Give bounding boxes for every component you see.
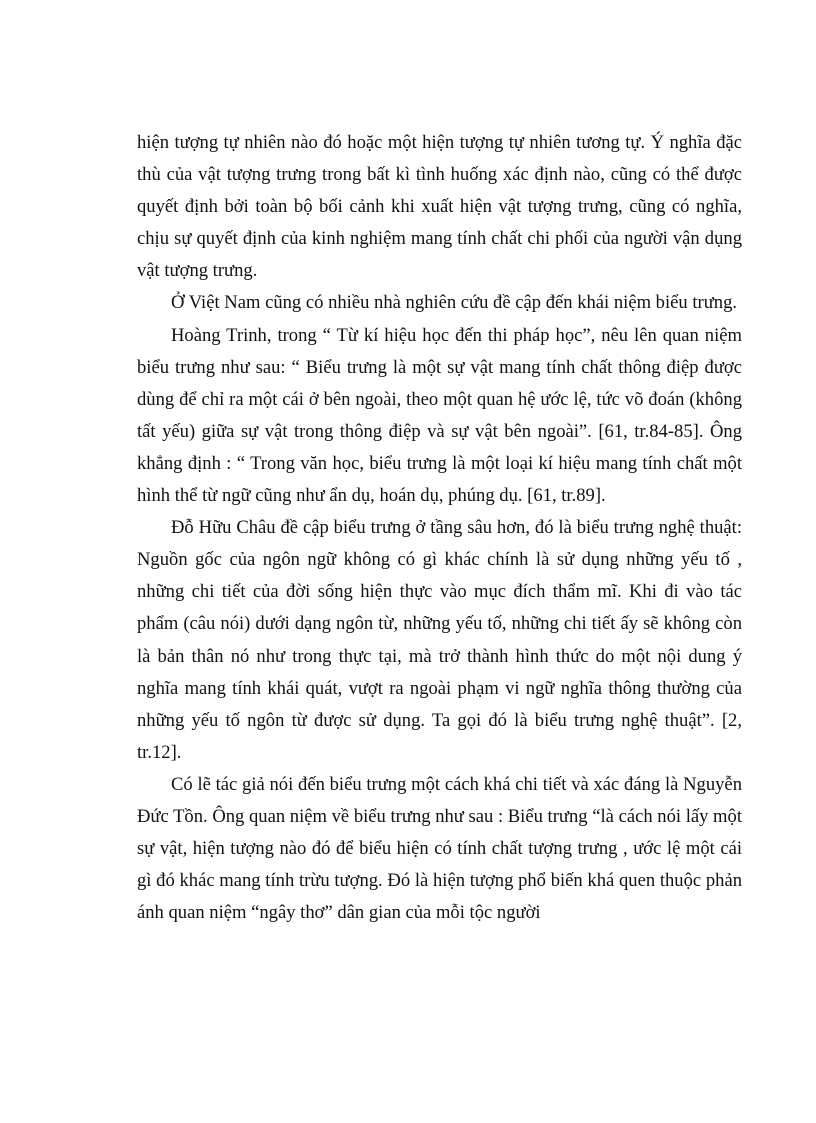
body-text <box>137 127 742 929</box>
paragraph-vietnam-researchers: Ở Việt Nam cũng có nhiều nhà nghiên cứu đề cập đến khái niệm biểu trưng. <box>171 292 738 314</box>
paragraph-hoang-trinh: Hoàng Trinh, trong “ Từ kí hiệu học đến thi pháp học”, nêu lên quan niệm biểu trưng như sau: “ Biểu trưng là một sự vật mang tính chất thông điệp được dùng để chỉ ra một cái ở bên ngoài, theo một quan hệ ước lệ, tức võ đoán (không tất yếu) giữa sự vật trong thông điệp và sự vật bên ngoài”. [61, tr.84-85]. Ông khẳng định : “ Trong văn học, biểu trưng là một loại kí hiệu mang tính chất một hình thể từ ngữ cũng như ẩn dụ, hoán dụ, phúng dụ. [61, tr.89]. <box>137 324 742 507</box>
paragraph-nguyen-duc-ton: Có lẽ tác giả nói đến biểu trưng một cách khá chi tiết và xác đáng là Nguyễn Đức Tồn. Ông quan niệm về biểu trưng như sau : Biểu trưng “là cách nói lấy một sự vật, hiện tượng nào đó để biểu hiện có tính chất tượng trưng , ước lệ một cái gì đó khác mang tính trừu tượng. Đó là hiện tượng phổ biến khá quen thuộc phản ánh quan niệm “ngây thơ” dân gian của mỗi tộc người <box>137 773 742 924</box>
paragraph-do-huu-chau: Đỗ Hữu Châu đề cập biểu trưng ở tầng sâu hơn, đó là biểu trưng nghệ thuật: Nguồn gốc của ngôn ngữ không có gì khác chính là sử dụng những yếu tố , những chi tiết của đời sống hiện thực vào mục đích thẩm mĩ. Khi đi vào tác phẩm (câu nói) dưới dạng ngôn từ, những yếu tố, những chi tiết ấy sẽ không còn là bản thân nó như trong thực tại, mà trở thành hình thức do một nội dung ý nghĩa mang tính khái quát, vượt ra ngoài phạm vi ngữ nghĩa thông thường của những yếu tố ngôn từ được sử dụng. Ta gọi đó là biểu trưng nghệ thuật”. [2, tr.12]. <box>137 517 742 763</box>
paragraph-continuation: hiện tượng tự nhiên nào đó hoặc một hiện tượng tự nhiên tương tự. Ý nghĩa đặc thù của vật tượng trưng trong bất kì tình huống xác định nào, cũng có thể được quyết định bởi toàn bộ bối cảnh khi xuất hiện vật tượng trưng, cũng có nghĩa, chịu sự quyết định của kinh nghiệm mang tính chất chi phối của người vận dụng vật tượng trưng. <box>137 132 742 282</box>
